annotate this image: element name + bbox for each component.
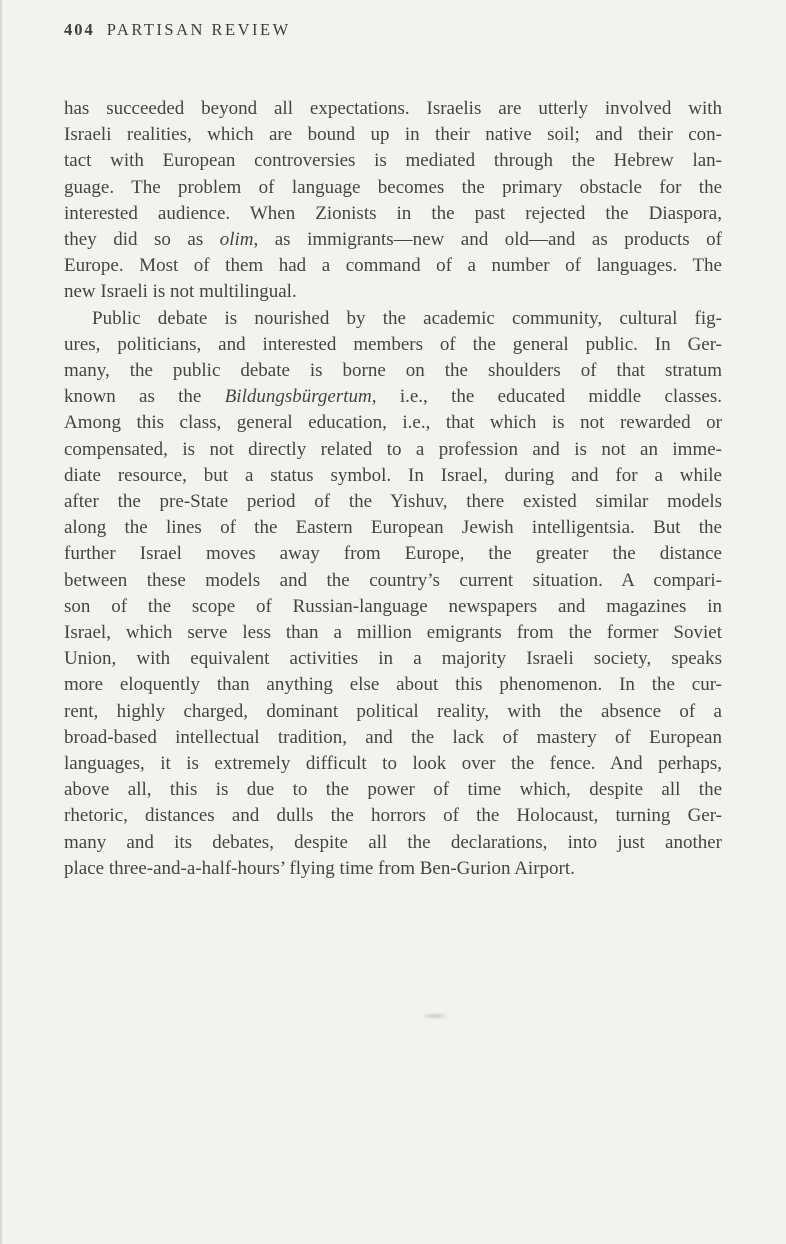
page-number: 404	[64, 20, 95, 39]
text-segment: place three-and-a-half-hours’ flying time from Ben-Gurion Airport.	[64, 857, 575, 879]
text-line	[64, 227, 722, 253]
text-segment: Public debate is nourished by the academic community, cultural fig-	[92, 307, 722, 329]
text-line	[64, 96, 722, 122]
paragraph	[64, 306, 722, 882]
text-segment: above all, this is due to the power of time which, despite all the	[64, 779, 722, 801]
page-body	[64, 96, 722, 882]
text-segment: they did so as	[64, 229, 220, 251]
text-line	[64, 646, 722, 672]
text-line	[64, 725, 722, 751]
text-segment: son of the scope of Russian-language newspapers and magazines in	[64, 595, 722, 617]
italic-text: Bildungsbürgertum	[224, 386, 372, 408]
text-line	[64, 437, 722, 463]
text-line	[64, 620, 722, 646]
text-segment: interested audience. When Zionists in the past rejected the Diaspora,	[64, 202, 722, 224]
text-segment: rent, highly charged, dominant political reality, with the absence of a	[64, 700, 722, 722]
text-line	[64, 515, 722, 541]
text-segment: broad-based intellectual tradition, and the lack of mastery of European	[64, 726, 722, 748]
text-line	[64, 148, 722, 174]
text-segment: guage. The problem of language becomes the primary obstacle for the	[64, 176, 722, 198]
text-line	[64, 175, 722, 201]
text-segment: Union, with equivalent activities in a majority Israeli society, speaks	[64, 648, 722, 670]
text-line	[64, 777, 722, 803]
text-segment: further Israel moves away from Europe, the greater the distance	[64, 543, 722, 565]
text-line	[64, 541, 722, 567]
text-line	[64, 751, 722, 777]
text-line	[64, 672, 722, 698]
text-line	[64, 332, 722, 358]
text-segment: many and its debates, despite all the declarations, into just another	[64, 831, 722, 853]
text-line	[64, 201, 722, 227]
text-line	[64, 568, 722, 594]
text-segment: more eloquently than anything else about this phenomenon. In the cur-	[64, 674, 722, 696]
text-segment: tact with European controversies is mediated through the Hebrew lan-	[64, 150, 722, 172]
text-segment: diate resource, but a status symbol. In Israel, during and for a while	[64, 464, 722, 486]
text-segment: Europe. Most of them had a command of a number of languages. The	[64, 255, 722, 277]
text-line	[64, 253, 722, 279]
text-line	[64, 489, 722, 515]
text-line	[64, 803, 722, 829]
text-segment: , as immigrants—new and old—and as products of	[253, 229, 723, 251]
text-segment: along the lines of the Eastern European Jewish intelligentsia. But the	[64, 517, 722, 539]
paragraph	[64, 96, 722, 306]
text-line	[64, 830, 722, 856]
text-segment: Israel, which serve less than a million emigrants from the former Soviet	[64, 622, 722, 644]
text-segment: Among this class, general education, i.e., that which is not rewarded or	[64, 412, 722, 434]
journal-title: PARTISAN REVIEW	[106, 20, 291, 39]
text-line	[64, 856, 722, 882]
scan-edge-line	[0, 0, 3, 1244]
text-line	[64, 699, 722, 725]
text-line	[64, 384, 722, 410]
text-line	[64, 122, 722, 148]
italic-text: olim	[219, 229, 254, 251]
text-segment: Israeli realities, which are bound up in their native soil; and their con-	[64, 124, 722, 146]
text-line	[64, 594, 722, 620]
text-segment: many, the public debate is borne on the shoulders of that stratum	[64, 360, 722, 382]
text-segment: has succeeded beyond all expectations. Israelis are utterly involved with	[64, 98, 722, 119]
text-segment: new Israeli is not multilingual.	[64, 281, 297, 303]
text-segment: after the pre-State period of the Yishuv, there existed similar models	[64, 491, 722, 513]
text-segment: between these models and the country’s current situation. A compari-	[64, 569, 722, 591]
text-line	[64, 358, 722, 384]
text-segment: known as the	[64, 386, 225, 408]
text-segment: ures, politicians, and interested members of the general public. In Ger-	[64, 333, 722, 355]
text-line	[64, 463, 722, 489]
text-line	[64, 410, 722, 436]
text-segment: compensated, is not directly related to a profession and is not an imme-	[64, 438, 722, 460]
text-segment: rhetoric, distances and dulls the horrors of the Holocaust, turning Ger-	[64, 805, 722, 827]
text-line	[64, 279, 722, 305]
text-line	[64, 306, 722, 332]
running-header	[64, 20, 291, 40]
text-segment: languages, it is extremely difficult to look over the fence. And perhaps,	[64, 753, 722, 775]
scan-smudge	[421, 1012, 449, 1020]
text-segment: , i.e., the educated middle classes.	[371, 386, 723, 408]
